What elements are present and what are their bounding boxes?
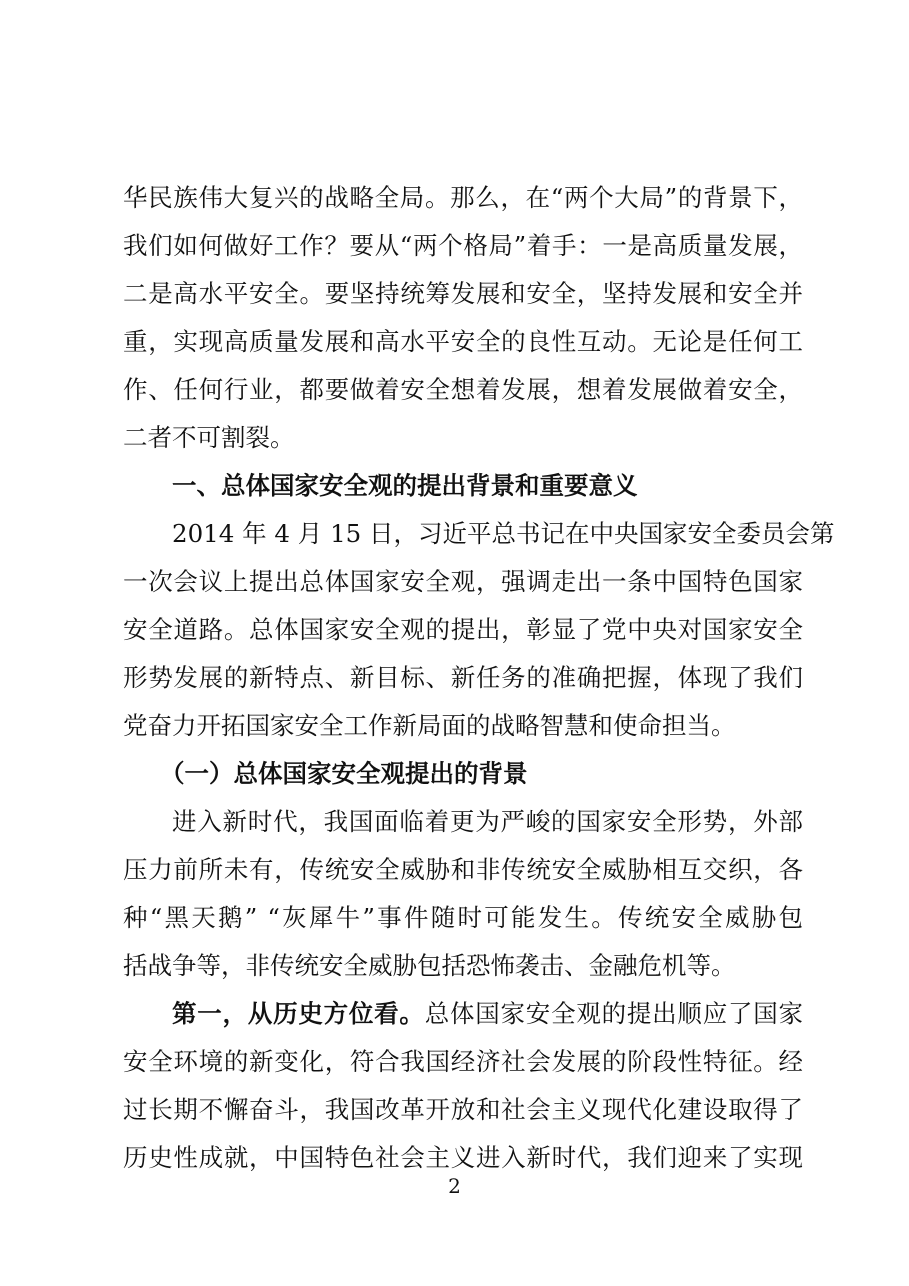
text-line: 2014 年 4 月 15 日，习近平总书记在中央国家安全委员会第 [172,519,835,548]
text-line: 重，实现高质量发展和高水平安全的良性互动。无论是任何工 [123,327,803,356]
text-line: 二是高水平安全。要坚持统筹发展和安全，坚持发展和安全并 [123,279,803,308]
text-line: 种“黑天鹅” “灰犀牛”事件随时可能发生。传统安全威胁包 [123,903,803,932]
text-line: 过长期不懈奋斗，我国改革开放和社会主义现代化建设取得了 [123,1095,803,1124]
text-line: 形势发展的新特点、新目标、新任务的准确把握，体现了我们 [123,663,803,692]
text-line: 二者不可割裂。 [123,423,295,452]
text-line: 一次会议上提出总体国家安全观，强调走出一条中国特色国家 [123,567,803,596]
text-line [172,990,803,1038]
text-line: 安全道路。总体国家安全观的提出，彰显了党中央对国家安全 [123,615,803,644]
text-line: 历史性成就，中国特色社会主义进入新时代，我们迎来了实现 [123,1143,803,1172]
section-heading: 一、总体国家安全观的提出背景和重要意义 [172,471,638,500]
text-line: 作、任何行业，都要做着安全想着发展，想着发展做着安全， [123,375,803,404]
text-line: 括战争等，非传统安全威胁包括恐怖袭击、金融危机等。 [123,951,736,980]
text-line: 进入新时代，我国面临着更为严峻的国家安全形势，外部 [172,807,803,836]
text-line: 华民族伟大复兴的战略全局。那么，在“两个大局”的背景下， [123,183,803,212]
paragraph-text: 总体国家安全观的提出顺应了国家 [424,999,804,1028]
text-line: 党奋力开拓国家安全工作新局面的战略智慧和使命担当。 [123,711,736,740]
subsection-heading: （一）总体国家安全观提出的背景 [160,759,528,788]
text-line: 我们如何做好工作？要从“两个格局”着手：一是高质量发展， [123,231,803,260]
text-line: 安全环境的新变化，符合我国经济社会发展的阶段性特征。经 [123,1047,803,1076]
paragraph-lead: 第一，从历史方位看。 [172,999,425,1028]
page-number: 2 [448,1174,461,1198]
text-line: 压力前所未有，传统安全威胁和非传统安全威胁相互交织，各 [123,855,803,884]
